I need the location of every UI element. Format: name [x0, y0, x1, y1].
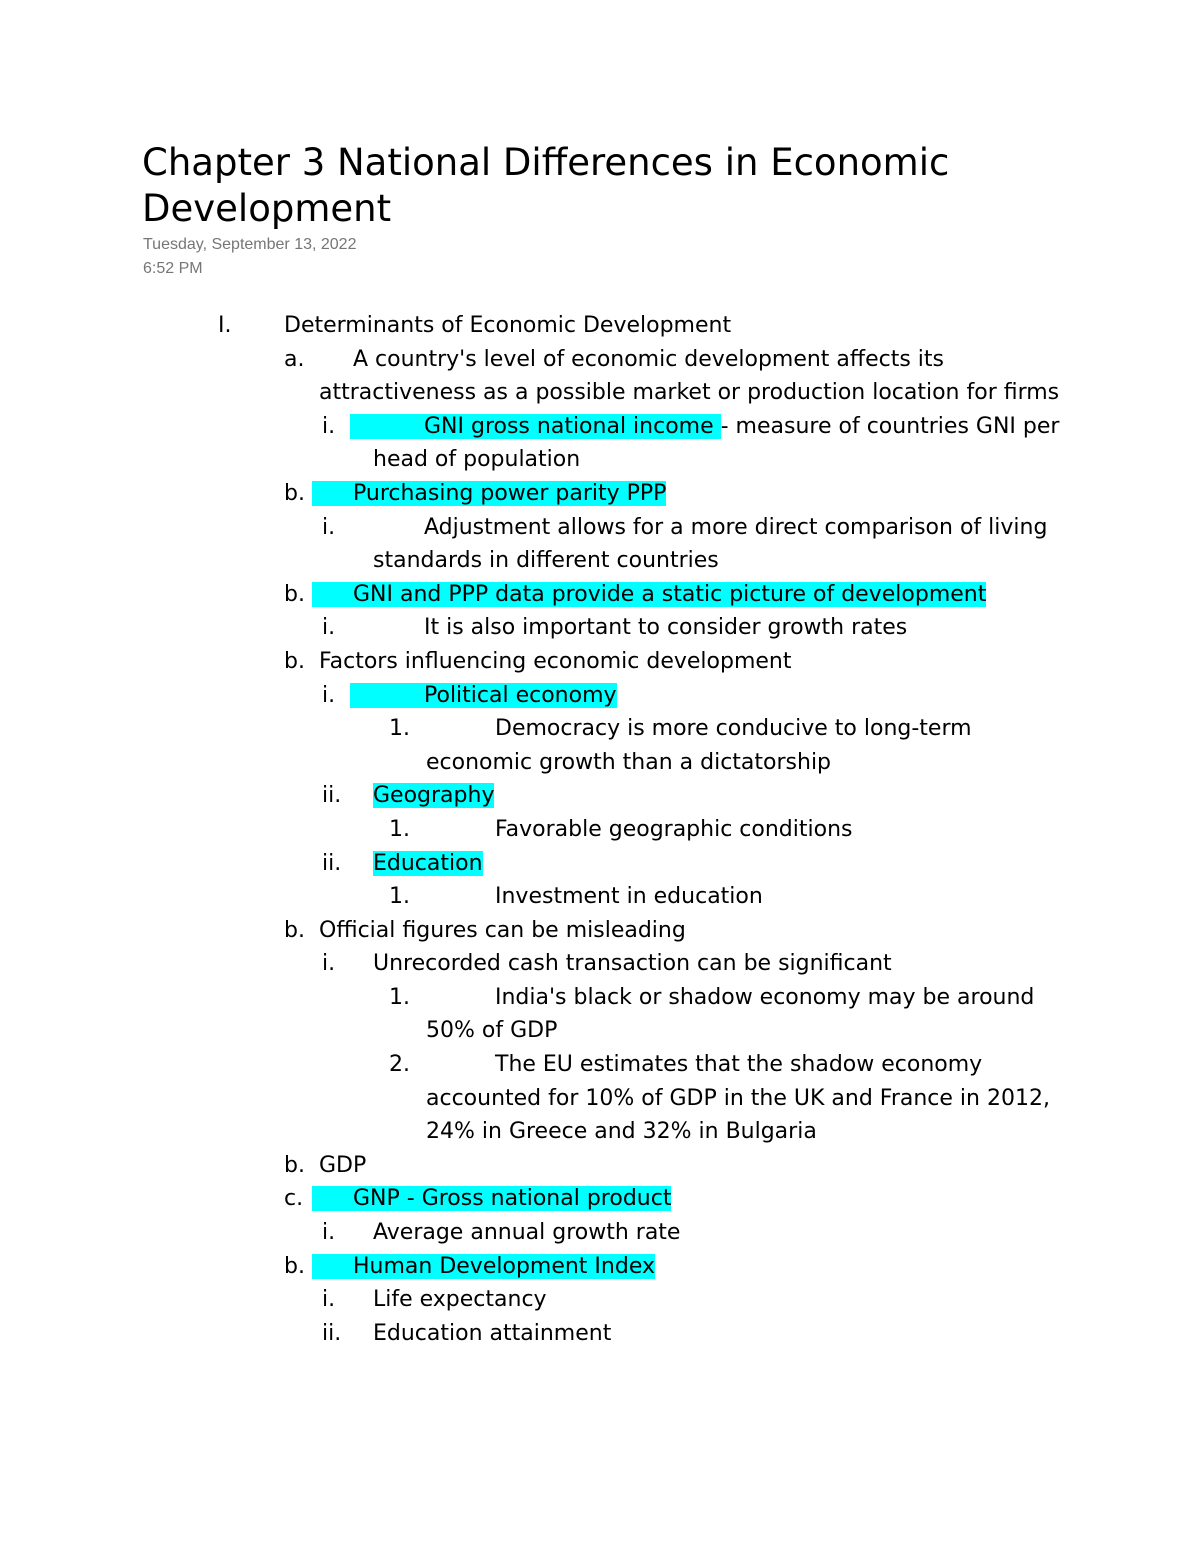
outline-marker: i.	[322, 1220, 336, 1246]
outline-text-run: - measure of countries GNI per head of population	[373, 413, 1060, 473]
outline-marker: c.	[284, 1186, 304, 1212]
outline-text	[319, 1182, 1070, 1216]
highlighted-text: Purchasing power parity PPP	[312, 481, 666, 506]
outline-text	[373, 847, 1070, 881]
outline-text	[373, 611, 1070, 645]
outline-marker: b.	[284, 480, 305, 506]
outline-item	[0, 611, 1200, 645]
outline-text-run: Average annual growth rate	[373, 1220, 681, 1246]
outline-marker: I.	[218, 313, 232, 338]
outline-marker: b.	[284, 648, 305, 674]
outline-marker: i.	[322, 413, 336, 439]
outline-item	[0, 712, 1200, 779]
highlighted-text: Political economy	[350, 683, 617, 708]
outline-marker: 2.	[389, 1052, 410, 1078]
outline-text-run: Democracy is more conducive to long-term economic growth than a dictatorship	[426, 716, 972, 775]
note-date: Tuesday, September 13, 2022	[143, 236, 357, 253]
outline-marker: a.	[284, 346, 305, 372]
outline-text-run: The EU estimates that the shadow economy accounted for 10% of GDP in the UK and France in 2012, 24% in Greece and 32% in Bulgaria	[426, 1052, 1050, 1145]
outline-marker: 1.	[389, 884, 410, 910]
outline-marker: ii.	[322, 783, 342, 809]
outline-item	[0, 1283, 1200, 1317]
highlighted-text: Education	[373, 850, 483, 876]
outline-list	[0, 309, 1200, 1350]
outline-text-run: GDP	[319, 1152, 367, 1178]
note-time: 6:52 PM	[143, 260, 203, 277]
outline-item	[0, 914, 1200, 948]
outline-text	[319, 1149, 1070, 1183]
outline-text	[373, 1283, 1070, 1317]
outline-item	[0, 779, 1200, 813]
outline-item	[0, 1182, 1200, 1216]
outline-item	[0, 343, 1200, 410]
outline-text	[426, 712, 1070, 779]
page-title: Chapter 3 National Differences in Economic Development	[142, 141, 950, 230]
outline-marker: 1.	[389, 984, 410, 1010]
outline-item	[0, 1149, 1200, 1183]
outline-marker: i.	[322, 1287, 336, 1313]
outline-item	[0, 679, 1200, 713]
outline-text	[426, 813, 1070, 847]
outline-text	[373, 1216, 1070, 1250]
outline-item	[0, 880, 1200, 914]
outline-text-run: Factors influencing economic development	[319, 648, 792, 674]
outline-item	[0, 813, 1200, 847]
outline-text	[373, 511, 1070, 578]
outline-text	[373, 947, 1070, 981]
outline-item	[0, 1048, 1200, 1149]
outline-item	[0, 1250, 1200, 1284]
outline-marker: i.	[322, 682, 336, 708]
outline-text-run: Adjustment allows for a more direct comparison of living standards in different countries	[373, 514, 1048, 574]
outline-item	[0, 947, 1200, 981]
outline-marker: b.	[284, 581, 305, 607]
outline-text	[373, 779, 1070, 813]
highlighted-text: Geography	[373, 783, 495, 809]
outline-text	[373, 679, 1070, 713]
outline-text	[373, 1317, 1070, 1351]
outline-marker: i.	[322, 514, 336, 540]
outline-marker: b.	[284, 1253, 305, 1279]
outline-item	[0, 578, 1200, 612]
outline-text-run: A country's level of economic development affects its attractiveness as a possible market or production location for firms	[319, 346, 1060, 406]
outline-text-run: Official figures can be misleading	[319, 917, 686, 943]
outline-text	[319, 1250, 1070, 1284]
outline-marker: ii.	[322, 850, 342, 876]
outline-item	[0, 981, 1200, 1048]
outline-text	[426, 981, 1070, 1048]
outline-text	[319, 914, 1070, 948]
outline-marker: 1.	[389, 816, 410, 842]
outline-text	[426, 880, 1070, 914]
highlighted-text: GNI and PPP data provide a static picture of development	[312, 582, 986, 607]
outline-item	[0, 477, 1200, 511]
outline-text-run: It is also important to consider growth rates	[424, 615, 908, 641]
highlighted-text: Human Development Index	[312, 1254, 655, 1279]
outline-text-run: Education attainment	[373, 1320, 612, 1346]
outline-item	[0, 511, 1200, 578]
outline-item	[0, 847, 1200, 881]
outline-text	[319, 578, 1070, 612]
outline-marker: 1.	[389, 716, 410, 742]
outline-marker: b.	[284, 917, 305, 943]
outline-text-run: Investment in education	[495, 884, 763, 910]
outline-text	[319, 343, 1070, 410]
outline-item	[0, 1216, 1200, 1250]
outline-text	[319, 645, 1070, 679]
outline-item	[0, 410, 1200, 477]
outline-marker: i.	[322, 951, 336, 977]
highlighted-text: GNI gross national income	[350, 414, 721, 439]
outline-marker: b.	[284, 1152, 305, 1178]
outline-text-run: Favorable geographic conditions	[495, 816, 853, 842]
outline-marker: ii.	[322, 1320, 342, 1346]
outline-text-run: Unrecorded cash transaction can be significant	[373, 951, 892, 977]
outline-text	[284, 309, 1070, 343]
highlighted-text: GNP - Gross national product	[312, 1186, 671, 1211]
outline-text-run: Life expectancy	[373, 1287, 547, 1313]
outline-text	[373, 410, 1070, 477]
outline-item	[0, 309, 1200, 343]
outline-text	[426, 1048, 1070, 1149]
outline-text-run: Determinants of Economic Development	[284, 313, 732, 338]
outline-marker: i.	[322, 615, 336, 641]
outline-text	[319, 477, 1070, 511]
outline-item	[0, 1317, 1200, 1351]
outline-item	[0, 645, 1200, 679]
outline-text-run: India's black or shadow economy may be around 50% of GDP	[426, 984, 1035, 1044]
